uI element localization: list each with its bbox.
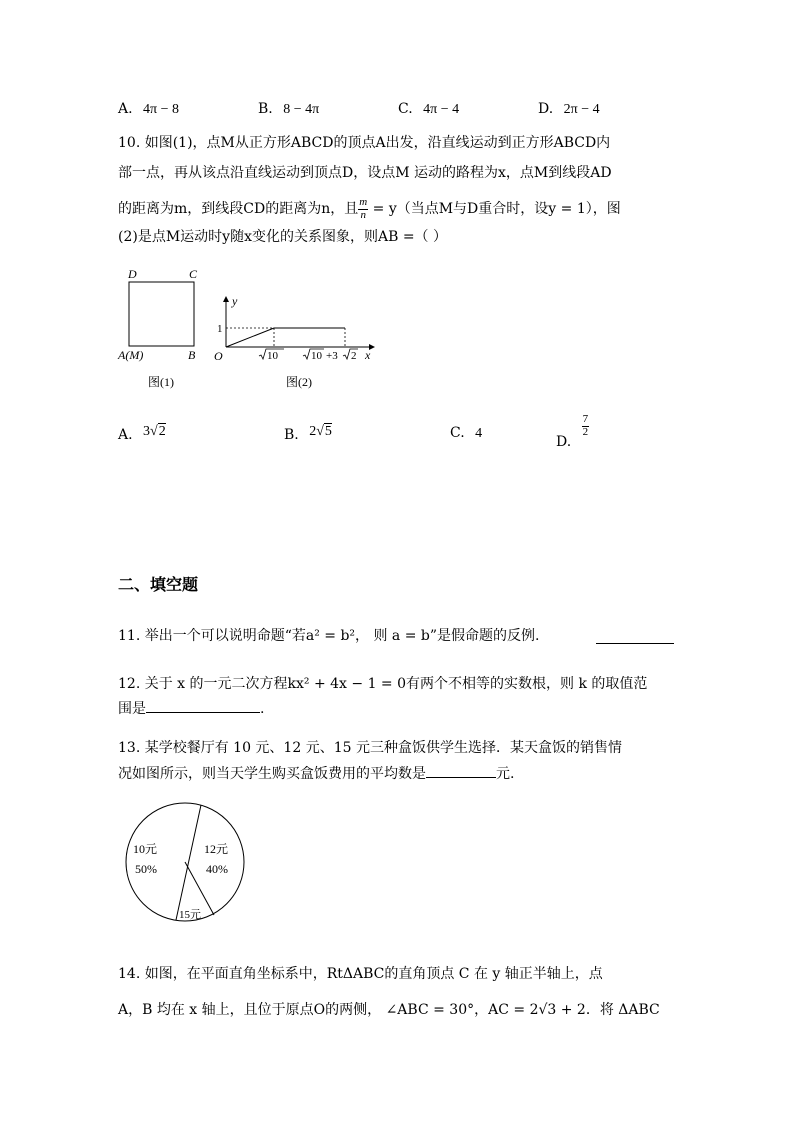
q9-option-d	[538, 102, 600, 117]
q12-line2-text: 围是	[118, 701, 146, 717]
label-sqrt10: 10	[267, 350, 278, 362]
label-tick2-b: +3	[326, 350, 338, 362]
label-tick2-a: 10	[311, 350, 322, 362]
graph-line	[226, 328, 345, 347]
option-value: 2√5	[309, 424, 332, 439]
q13-line2-suffix: 元.	[496, 766, 515, 782]
option-letter: B.	[258, 101, 273, 117]
label-tick2-c: 2	[351, 350, 357, 362]
fraction-numerator: 7	[582, 413, 589, 425]
q10-option-a	[118, 424, 166, 443]
q13-line2-text: 况如图所示，则当天学生购买盒饭费用的平均数是	[118, 766, 426, 782]
pie-label-12: 12元	[204, 842, 229, 856]
q14-line1: 14. 如图，在平面直角坐标系中，RtΔABC的直角顶点 C 在 y 轴正半轴上，点	[118, 966, 603, 982]
pie-percent-12: 40%	[206, 862, 228, 876]
label-c: C	[189, 267, 198, 281]
pie-label-10: 10元	[133, 842, 158, 856]
pie-divider-10-12	[176, 805, 201, 920]
figure-1-caption: 图(1)	[148, 375, 174, 389]
q13-pie-chart	[115, 798, 260, 938]
q13-answer-blank[interactable]	[426, 763, 496, 778]
q10-line3	[118, 197, 621, 221]
q10-line3-text: 的距离为m，到线段CD的距离为n，且	[118, 201, 359, 218]
fraction-denominator: n	[360, 208, 366, 221]
option-value: 3√2	[143, 424, 166, 439]
q11-answer-blank[interactable]	[596, 629, 674, 644]
q14-line2: A，B 均在 x 轴上，且位于原点O的两侧， ∠ABC = 30°，AC = 2√3 + 2．将 ΔABC	[118, 1002, 660, 1018]
q10-figure-1	[110, 262, 210, 392]
fraction-denominator: 2	[582, 425, 589, 438]
q10-line2: 部一点，再从该点沿直线运动到顶点D，设点M 运动的路程为x，点M到线段AD	[118, 165, 612, 181]
q10-figure-2	[206, 290, 381, 390]
q10-fraction	[358, 197, 368, 221]
q10-line3-text-b: = y（当点M与D重合时，设y = 1），图	[368, 201, 621, 218]
q10-line4: (2)是点M运动时y随x变化的关系图象，则AB =（ ）	[118, 229, 447, 245]
option-letter: B.	[284, 427, 299, 443]
q10-option-d	[556, 413, 589, 451]
q13-line1: 13. 某学校餐厅有 10 元、12 元、15 元三种盒饭供学生选择．某天盒饭的销售情	[118, 740, 622, 756]
label-a-m: A(M)	[118, 348, 144, 362]
option-letter: D.	[538, 101, 554, 117]
q12-line2: 围是 .	[118, 698, 264, 716]
square-abcd	[129, 282, 194, 346]
fraction-numerator: m	[359, 196, 368, 208]
option-value: 4π − 4	[423, 102, 460, 117]
q12-line1: 12. 关于 x 的一元二次方程kx² + 4x − 1 = 0有两个不相等的实数根，则 k 的取值范	[118, 676, 648, 692]
option-value	[582, 414, 590, 438]
label-one: 1	[217, 323, 223, 335]
option-letter: D.	[556, 434, 572, 451]
label-x: x	[365, 348, 371, 362]
q10-option-c	[450, 426, 482, 441]
label-b: B	[188, 348, 196, 362]
option-value: 8 − 4π	[283, 102, 320, 117]
label-d: D	[128, 267, 137, 281]
q12-answer-blank[interactable]	[146, 698, 260, 713]
q10-line1: 10. 如图(1)，点M从正方形ABCD的顶点A出发，沿直线运动到正方形ABCD内	[118, 135, 611, 151]
q11-text: 11. 举出一个可以说明命题“若a² = b²， 则 a = b”是假命题的反例.	[118, 628, 540, 644]
option-value: 4π − 8	[143, 102, 179, 117]
y-axis-arrow-icon	[223, 296, 229, 302]
figure-2-caption: 图(2)	[286, 375, 312, 389]
option-value: 4	[475, 426, 483, 441]
coef: 3	[143, 424, 151, 439]
q13-line2	[118, 763, 514, 781]
label-y: y	[232, 294, 238, 308]
option-letter: A.	[118, 101, 133, 117]
pie-label-15: 15元	[179, 909, 201, 921]
q9-option-b	[258, 102, 319, 117]
section-title: 二、填空题	[118, 575, 199, 594]
radicand: 5	[324, 424, 332, 439]
option-letter: A.	[118, 427, 133, 443]
q10-option-b	[284, 424, 332, 443]
radicand: 2	[158, 424, 166, 439]
q9-option-c	[398, 102, 459, 117]
q9-option-a	[118, 102, 179, 117]
option-letter: C.	[398, 101, 413, 117]
option-value: 2π − 4	[563, 102, 600, 117]
option-letter: C.	[450, 425, 465, 441]
label-origin: O	[214, 349, 223, 363]
coef: 2	[309, 424, 317, 439]
pie-percent-10: 50%	[135, 862, 157, 876]
